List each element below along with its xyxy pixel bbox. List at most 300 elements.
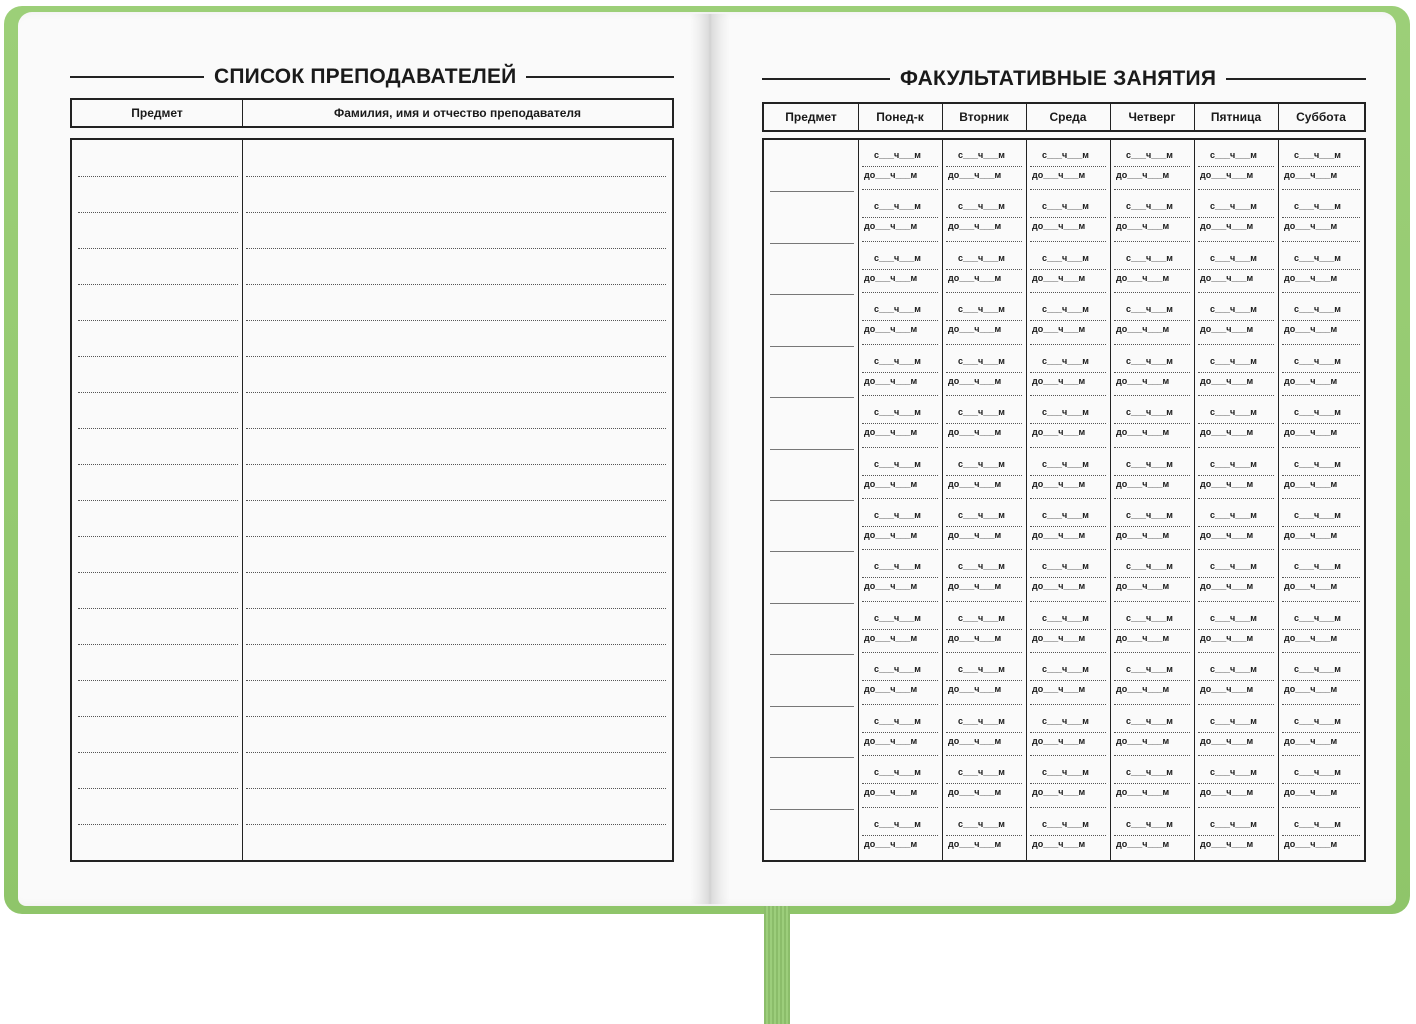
writing-line[interactable] bbox=[78, 824, 238, 825]
time-from: с___ч___м bbox=[1042, 510, 1089, 520]
time-to: до___ч___м bbox=[948, 530, 1002, 540]
time-to: до___ч___м bbox=[864, 581, 918, 591]
writing-line[interactable] bbox=[78, 680, 238, 681]
time-from: с___ч___м bbox=[1042, 407, 1089, 417]
row-divider bbox=[1114, 652, 1190, 653]
cell-divider bbox=[1282, 320, 1360, 321]
time-from: с___ч___м bbox=[1210, 664, 1257, 674]
row-divider bbox=[1198, 189, 1274, 190]
writing-line[interactable] bbox=[78, 320, 238, 321]
cell-divider bbox=[946, 680, 1022, 681]
time-to: до___ч___м bbox=[1116, 736, 1170, 746]
time-to: до___ч___м bbox=[1116, 839, 1170, 849]
time-to: до___ч___м bbox=[1200, 324, 1254, 334]
cell-divider bbox=[1198, 680, 1274, 681]
time-from: с___ч___м bbox=[1042, 561, 1089, 571]
time-from: с___ч___м bbox=[958, 510, 1005, 520]
header-day-6: Суббота bbox=[1296, 110, 1346, 124]
row-divider bbox=[1114, 704, 1190, 705]
time-to: до___ч___м bbox=[1116, 376, 1170, 386]
row-divider bbox=[1198, 447, 1274, 448]
time-from: с___ч___м bbox=[1126, 201, 1173, 211]
time-to: до___ч___м bbox=[1284, 787, 1338, 797]
time-from: с___ч___м bbox=[1126, 819, 1173, 829]
cell-divider bbox=[1198, 629, 1274, 630]
row-divider bbox=[1282, 704, 1360, 705]
row-divider bbox=[1198, 601, 1274, 602]
time-from: с___ч___м bbox=[874, 510, 921, 520]
writing-line[interactable] bbox=[246, 176, 666, 177]
header-day-2: Вторник bbox=[959, 110, 1009, 124]
row-divider bbox=[946, 807, 1022, 808]
cell-divider bbox=[862, 526, 938, 527]
time-from: с___ч___м bbox=[1042, 767, 1089, 777]
time-from: с___ч___м bbox=[1042, 201, 1089, 211]
teachers-header bbox=[70, 98, 674, 128]
time-to: до___ч___м bbox=[864, 221, 918, 231]
row-divider bbox=[1114, 189, 1190, 190]
cell-divider bbox=[1198, 835, 1274, 836]
time-to: до___ч___м bbox=[1116, 479, 1170, 489]
time-from: с___ч___м bbox=[1126, 613, 1173, 623]
writing-line[interactable] bbox=[246, 716, 666, 717]
row-divider bbox=[946, 241, 1022, 242]
subject-line[interactable] bbox=[770, 449, 854, 450]
writing-line[interactable] bbox=[78, 428, 238, 429]
cell-divider bbox=[862, 269, 938, 270]
time-to: до___ч___м bbox=[948, 633, 1002, 643]
cell-divider bbox=[1030, 166, 1106, 167]
header-day-4: Четверг bbox=[1128, 110, 1176, 124]
time-to: до___ч___м bbox=[1200, 581, 1254, 591]
row-divider bbox=[946, 344, 1022, 345]
row-divider bbox=[1198, 652, 1274, 653]
subject-line[interactable] bbox=[770, 243, 854, 244]
row-divider bbox=[862, 189, 938, 190]
time-to: до___ч___м bbox=[1284, 684, 1338, 694]
bookmark-ribbon[interactable] bbox=[764, 906, 790, 1024]
time-from: с___ч___м bbox=[1042, 150, 1089, 160]
writing-line[interactable] bbox=[246, 536, 666, 537]
cell-divider bbox=[946, 783, 1022, 784]
time-to: до___ч___м bbox=[1200, 530, 1254, 540]
time-from: с___ч___м bbox=[1126, 253, 1173, 263]
row-divider bbox=[862, 241, 938, 242]
writing-line[interactable] bbox=[246, 824, 666, 825]
row-divider bbox=[1114, 447, 1190, 448]
row-divider bbox=[1282, 447, 1360, 448]
row-divider bbox=[862, 755, 938, 756]
cell-divider bbox=[1114, 423, 1190, 424]
time-from: с___ч___м bbox=[874, 356, 921, 366]
writing-line[interactable] bbox=[78, 464, 238, 465]
time-from: с___ч___м bbox=[1294, 253, 1341, 263]
time-to: до___ч___м bbox=[1200, 221, 1254, 231]
time-to: до___ч___м bbox=[1032, 273, 1086, 283]
row-divider bbox=[946, 498, 1022, 499]
row-divider bbox=[862, 652, 938, 653]
header-day-1: Понед-к bbox=[876, 110, 924, 124]
row-divider bbox=[1114, 601, 1190, 602]
time-from: с___ч___м bbox=[1126, 407, 1173, 417]
row-divider bbox=[1030, 601, 1106, 602]
writing-line[interactable] bbox=[246, 320, 666, 321]
time-to: до___ч___м bbox=[1032, 530, 1086, 540]
time-to: до___ч___м bbox=[864, 479, 918, 489]
page-title: СПИСОК ПРЕПОДАВАТЕЛЕЙ bbox=[204, 64, 526, 90]
row-divider bbox=[1114, 755, 1190, 756]
subject-line[interactable] bbox=[770, 346, 854, 347]
writing-line[interactable] bbox=[246, 212, 666, 213]
cell-divider bbox=[1030, 269, 1106, 270]
row-divider bbox=[1198, 549, 1274, 550]
time-from: с___ч___м bbox=[1042, 664, 1089, 674]
time-to: до___ч___м bbox=[1032, 633, 1086, 643]
cell-divider bbox=[1198, 372, 1274, 373]
time-from: с___ч___м bbox=[1294, 510, 1341, 520]
row-divider bbox=[1030, 395, 1106, 396]
time-to: до___ч___м bbox=[1200, 736, 1254, 746]
cell-divider bbox=[1114, 783, 1190, 784]
time-to: до___ч___м bbox=[864, 684, 918, 694]
time-to: до___ч___м bbox=[1116, 684, 1170, 694]
header-day-3: Среда bbox=[1049, 110, 1087, 124]
writing-line[interactable] bbox=[78, 356, 238, 357]
row-divider bbox=[1114, 549, 1190, 550]
cell-divider bbox=[1030, 372, 1106, 373]
time-from: с___ч___м bbox=[958, 664, 1005, 674]
time-from: с___ч___м bbox=[1210, 150, 1257, 160]
time-from: с___ч___м bbox=[958, 356, 1005, 366]
row-divider bbox=[946, 601, 1022, 602]
writing-line[interactable] bbox=[246, 680, 666, 681]
row-divider bbox=[946, 755, 1022, 756]
row-divider bbox=[1282, 292, 1360, 293]
time-to: до___ч___м bbox=[948, 376, 1002, 386]
electives-header bbox=[762, 102, 1366, 132]
time-to: до___ч___м bbox=[1032, 324, 1086, 334]
time-to: до___ч___м bbox=[1032, 376, 1086, 386]
time-from: с___ч___м bbox=[1126, 459, 1173, 469]
writing-line[interactable] bbox=[78, 212, 238, 213]
row-divider bbox=[946, 395, 1022, 396]
subject-line[interactable] bbox=[770, 654, 854, 655]
row-divider bbox=[862, 807, 938, 808]
time-from: с___ч___м bbox=[1210, 819, 1257, 829]
row-divider bbox=[1282, 189, 1360, 190]
time-from: с___ч___м bbox=[1126, 304, 1173, 314]
time-from: с___ч___м bbox=[1126, 150, 1173, 160]
time-from: с___ч___м bbox=[1042, 304, 1089, 314]
row-divider bbox=[862, 344, 938, 345]
time-to: до___ч___м bbox=[1284, 839, 1338, 849]
time-from: с___ч___м bbox=[1210, 613, 1257, 623]
time-to: до___ч___м bbox=[1284, 633, 1338, 643]
time-from: с___ч___м bbox=[958, 150, 1005, 160]
cell-divider bbox=[1030, 577, 1106, 578]
cell-divider bbox=[1030, 217, 1106, 218]
time-from: с___ч___м bbox=[1294, 201, 1341, 211]
time-from: с___ч___м bbox=[1042, 459, 1089, 469]
writing-line[interactable] bbox=[78, 788, 238, 789]
cell-divider bbox=[1030, 680, 1106, 681]
time-to: до___ч___м bbox=[948, 273, 1002, 283]
writing-line[interactable] bbox=[246, 788, 666, 789]
cell-divider bbox=[1030, 320, 1106, 321]
time-from: с___ч___м bbox=[874, 150, 921, 160]
cell-divider bbox=[946, 475, 1022, 476]
time-to: до___ч___м bbox=[948, 684, 1002, 694]
cell-divider bbox=[1282, 680, 1360, 681]
row-divider bbox=[862, 704, 938, 705]
cell-divider bbox=[1030, 835, 1106, 836]
row-divider bbox=[1198, 755, 1274, 756]
time-from: с___ч___м bbox=[1210, 767, 1257, 777]
header-day-5: Пятница bbox=[1210, 110, 1262, 124]
cell-divider bbox=[1114, 680, 1190, 681]
time-to: до___ч___м bbox=[864, 736, 918, 746]
row-divider bbox=[1198, 241, 1274, 242]
row-divider bbox=[1114, 395, 1190, 396]
time-to: до___ч___м bbox=[948, 479, 1002, 489]
cell-divider bbox=[862, 783, 938, 784]
row-divider bbox=[862, 395, 938, 396]
time-from: с___ч___м bbox=[1210, 253, 1257, 263]
writing-line[interactable] bbox=[246, 644, 666, 645]
row-divider bbox=[1030, 447, 1106, 448]
cell-divider bbox=[1114, 166, 1190, 167]
cell-divider bbox=[1282, 835, 1360, 836]
cell-divider bbox=[1198, 783, 1274, 784]
writing-line[interactable] bbox=[246, 428, 666, 429]
time-to: до___ч___м bbox=[1284, 736, 1338, 746]
time-from: с___ч___м bbox=[1210, 356, 1257, 366]
row-divider bbox=[1114, 344, 1190, 345]
time-from: с___ч___м bbox=[1210, 716, 1257, 726]
time-from: с___ч___м bbox=[1294, 304, 1341, 314]
cell-divider bbox=[1114, 372, 1190, 373]
time-to: до___ч___м bbox=[1116, 530, 1170, 540]
time-from: с___ч___м bbox=[874, 561, 921, 571]
time-from: с___ч___м bbox=[958, 819, 1005, 829]
time-to: до___ч___м bbox=[1032, 736, 1086, 746]
right-page bbox=[710, 12, 1396, 906]
cell-divider bbox=[946, 526, 1022, 527]
time-to: до___ч___м bbox=[1032, 581, 1086, 591]
subject-line[interactable] bbox=[770, 706, 854, 707]
time-to: до___ч___м bbox=[948, 324, 1002, 334]
row-divider bbox=[946, 189, 1022, 190]
time-from: с___ч___м bbox=[1042, 819, 1089, 829]
cell-divider bbox=[1282, 423, 1360, 424]
time-to: до___ч___м bbox=[864, 530, 918, 540]
cell-divider bbox=[1114, 475, 1190, 476]
writing-line[interactable] bbox=[246, 248, 666, 249]
cell-divider bbox=[862, 629, 938, 630]
time-to: до___ч___м bbox=[1200, 787, 1254, 797]
subject-line[interactable] bbox=[770, 809, 854, 810]
time-to: до___ч___м bbox=[1116, 581, 1170, 591]
time-to: до___ч___м bbox=[948, 736, 1002, 746]
time-from: с___ч___м bbox=[1294, 664, 1341, 674]
writing-line[interactable] bbox=[78, 536, 238, 537]
time-from: с___ч___м bbox=[874, 613, 921, 623]
row-divider bbox=[1114, 292, 1190, 293]
writing-line[interactable] bbox=[78, 392, 238, 393]
row-divider bbox=[1282, 601, 1360, 602]
cell-divider bbox=[1114, 732, 1190, 733]
cell-divider bbox=[1030, 423, 1106, 424]
cell-divider bbox=[1030, 526, 1106, 527]
writing-line[interactable] bbox=[78, 716, 238, 717]
row-divider bbox=[862, 498, 938, 499]
time-to: до___ч___м bbox=[1284, 221, 1338, 231]
row-divider bbox=[1030, 755, 1106, 756]
time-from: с___ч___м bbox=[1210, 561, 1257, 571]
subject-line[interactable] bbox=[770, 757, 854, 758]
time-from: с___ч___м bbox=[1042, 356, 1089, 366]
writing-line[interactable] bbox=[78, 284, 238, 285]
time-to: до___ч___м bbox=[1200, 273, 1254, 283]
subject-line[interactable] bbox=[770, 603, 854, 604]
cell-divider bbox=[1282, 475, 1360, 476]
time-from: с___ч___м bbox=[958, 716, 1005, 726]
cell-divider bbox=[1114, 835, 1190, 836]
cell-divider bbox=[1198, 577, 1274, 578]
cell-divider bbox=[862, 835, 938, 836]
time-from: с___ч___м bbox=[958, 201, 1005, 211]
time-from: с___ч___м bbox=[1210, 304, 1257, 314]
cell-divider bbox=[1198, 269, 1274, 270]
cell-divider bbox=[946, 320, 1022, 321]
time-from: с___ч___м bbox=[1294, 716, 1341, 726]
cell-divider bbox=[862, 680, 938, 681]
time-from: с___ч___м bbox=[1294, 407, 1341, 417]
cell-divider bbox=[1198, 475, 1274, 476]
time-from: с___ч___м bbox=[958, 613, 1005, 623]
time-to: до___ч___м bbox=[864, 787, 918, 797]
cell-divider bbox=[1030, 783, 1106, 784]
time-to: до___ч___м bbox=[1032, 170, 1086, 180]
time-from: с___ч___м bbox=[874, 664, 921, 674]
subject-line[interactable] bbox=[770, 397, 854, 398]
writing-line[interactable] bbox=[246, 356, 666, 357]
row-divider bbox=[862, 549, 938, 550]
writing-line[interactable] bbox=[246, 392, 666, 393]
time-from: с___ч___м bbox=[1126, 664, 1173, 674]
subject-line[interactable] bbox=[770, 551, 854, 552]
row-divider bbox=[1282, 395, 1360, 396]
cell-divider bbox=[1198, 217, 1274, 218]
cell-divider bbox=[1198, 320, 1274, 321]
cell-divider bbox=[862, 577, 938, 578]
writing-line[interactable] bbox=[246, 464, 666, 465]
time-to: до___ч___м bbox=[948, 787, 1002, 797]
cell-divider bbox=[1114, 269, 1190, 270]
row-divider bbox=[1030, 241, 1106, 242]
time-from: с___ч___м bbox=[1126, 767, 1173, 777]
time-to: до___ч___м bbox=[1116, 170, 1170, 180]
cell-divider bbox=[862, 217, 938, 218]
time-to: до___ч___м bbox=[1284, 376, 1338, 386]
time-to: до___ч___м bbox=[1200, 839, 1254, 849]
time-to: до___ч___м bbox=[1032, 479, 1086, 489]
time-to: до___ч___м bbox=[948, 427, 1002, 437]
time-from: с___ч___м bbox=[874, 201, 921, 211]
writing-line[interactable] bbox=[246, 752, 666, 753]
time-from: с___ч___м bbox=[874, 253, 921, 263]
cell-divider bbox=[946, 732, 1022, 733]
writing-line[interactable] bbox=[78, 248, 238, 249]
time-from: с___ч___м bbox=[1294, 561, 1341, 571]
time-to: до___ч___м bbox=[1032, 221, 1086, 231]
time-to: до___ч___м bbox=[1200, 684, 1254, 694]
cell-divider bbox=[1282, 577, 1360, 578]
page-title: ФАКУЛЬТАТИВНЫЕ ЗАНЯТИЯ bbox=[890, 66, 1226, 92]
cell-divider bbox=[946, 166, 1022, 167]
row-divider bbox=[1198, 344, 1274, 345]
row-divider bbox=[1114, 807, 1190, 808]
writing-line[interactable] bbox=[78, 608, 238, 609]
electives-table bbox=[762, 138, 1366, 862]
time-from: с___ч___м bbox=[874, 716, 921, 726]
row-divider bbox=[1030, 652, 1106, 653]
row-divider bbox=[1282, 344, 1360, 345]
header-subject: Предмет bbox=[785, 110, 837, 124]
writing-line[interactable] bbox=[246, 500, 666, 501]
time-from: с___ч___м bbox=[1210, 459, 1257, 469]
cell-divider bbox=[1282, 372, 1360, 373]
writing-line[interactable] bbox=[78, 500, 238, 501]
cell-divider bbox=[862, 320, 938, 321]
writing-line[interactable] bbox=[78, 176, 238, 177]
cell-divider bbox=[1030, 629, 1106, 630]
time-from: с___ч___м bbox=[1294, 819, 1341, 829]
row-divider bbox=[1030, 807, 1106, 808]
time-to: до___ч___м bbox=[1116, 427, 1170, 437]
cell-divider bbox=[1282, 629, 1360, 630]
time-from: с___ч___м bbox=[1210, 201, 1257, 211]
cell-divider bbox=[946, 835, 1022, 836]
subject-line[interactable] bbox=[770, 191, 854, 192]
cell-divider bbox=[1114, 577, 1190, 578]
time-to: до___ч___м bbox=[864, 324, 918, 334]
writing-line[interactable] bbox=[78, 752, 238, 753]
subject-line[interactable] bbox=[770, 500, 854, 501]
time-from: с___ч___м bbox=[1294, 356, 1341, 366]
writing-line[interactable] bbox=[78, 644, 238, 645]
time-from: с___ч___м bbox=[1126, 561, 1173, 571]
cell-divider bbox=[946, 372, 1022, 373]
subject-line[interactable] bbox=[770, 294, 854, 295]
cell-divider bbox=[1282, 217, 1360, 218]
writing-line[interactable] bbox=[246, 284, 666, 285]
time-to: до___ч___м bbox=[1032, 684, 1086, 694]
time-from: с___ч___м bbox=[874, 407, 921, 417]
time-to: до___ч___м bbox=[864, 427, 918, 437]
row-divider bbox=[862, 292, 938, 293]
writing-line[interactable] bbox=[246, 572, 666, 573]
writing-line[interactable] bbox=[246, 608, 666, 609]
row-divider bbox=[862, 447, 938, 448]
writing-line[interactable] bbox=[78, 572, 238, 573]
time-to: до___ч___м bbox=[1032, 427, 1086, 437]
row-divider bbox=[946, 447, 1022, 448]
time-from: с___ч___м bbox=[874, 304, 921, 314]
row-divider bbox=[1198, 498, 1274, 499]
cell-divider bbox=[1282, 783, 1360, 784]
time-to: до___ч___м bbox=[948, 170, 1002, 180]
